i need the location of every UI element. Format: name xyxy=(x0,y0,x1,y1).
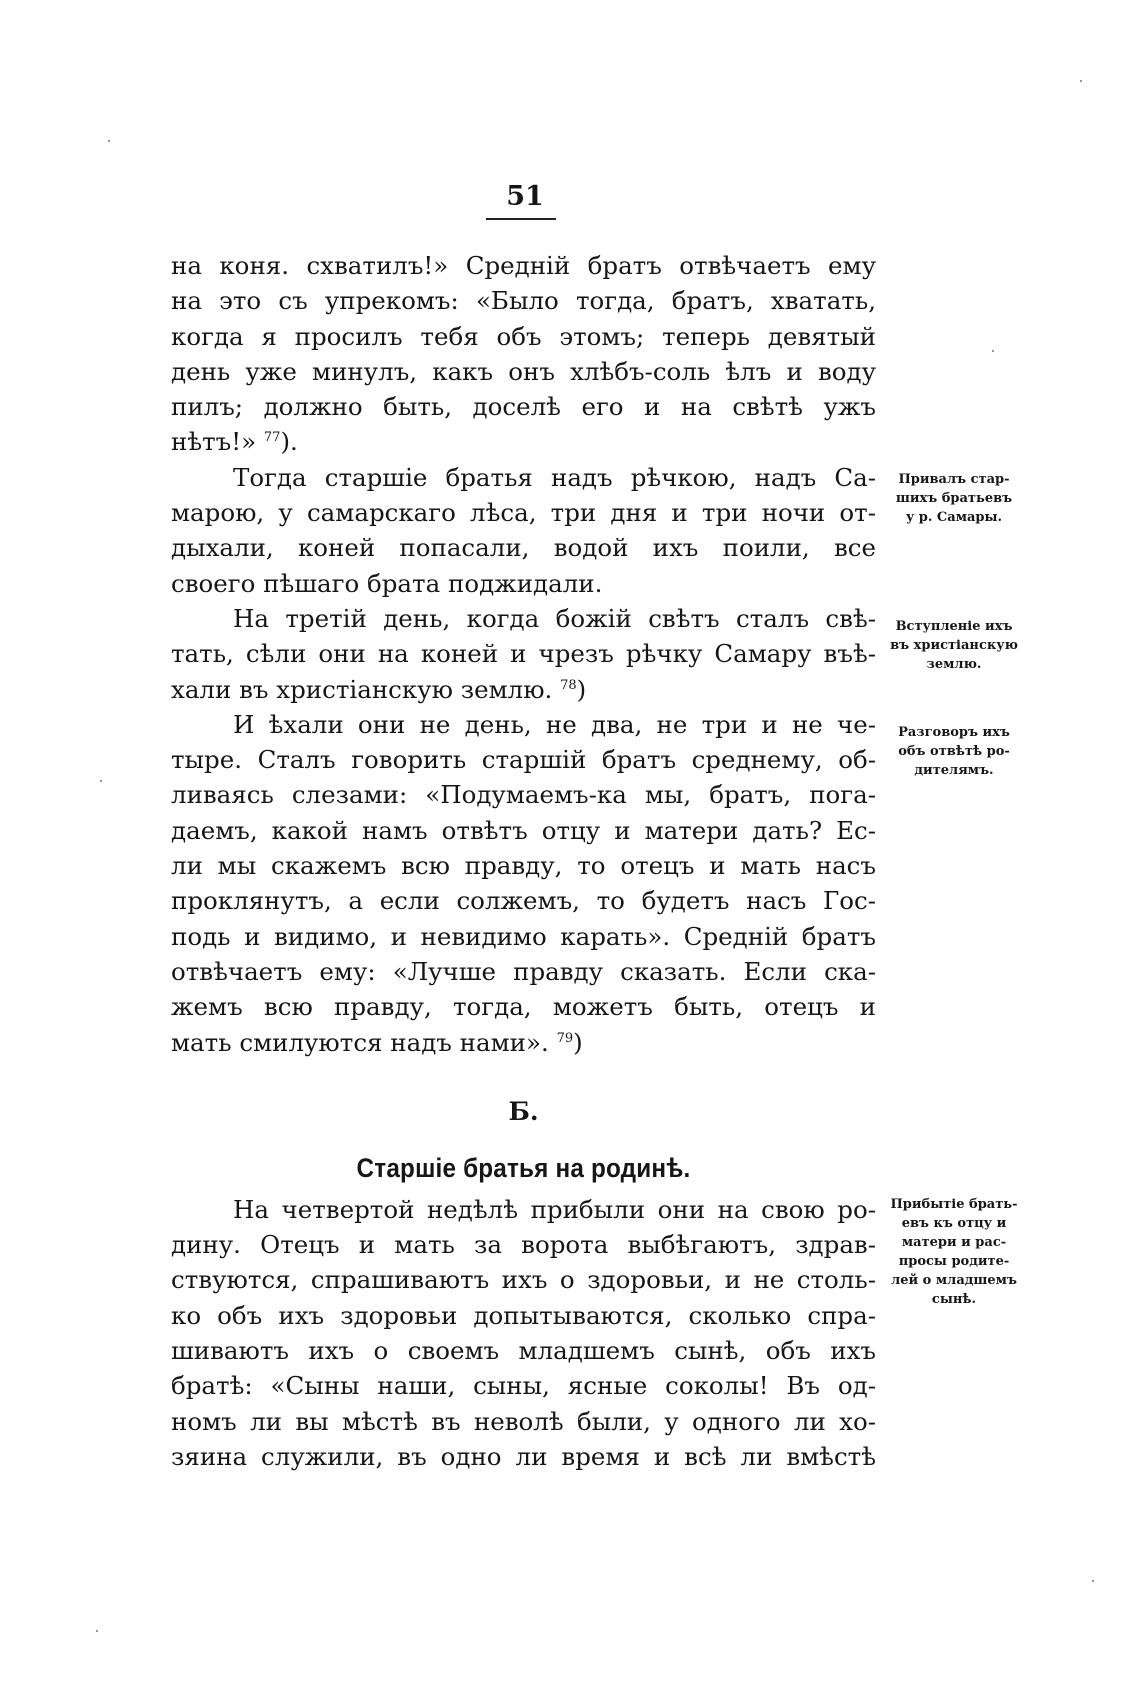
text-line xyxy=(171,1025,876,1060)
text-line: ствуются, спрашиваютъ ихъ о здоровьи, и не столь- xyxy=(171,1265,876,1295)
scan-speck xyxy=(100,780,102,782)
text-line: тать, сѣли они на коней и чрезъ рѣчку Самару въѣ- xyxy=(171,639,876,669)
margin-note-line: просы родите- xyxy=(898,1254,1010,1269)
page-number-rule xyxy=(486,218,556,220)
line-text: хали въ христіанскую землю. xyxy=(171,674,553,704)
text-line: на это съ упрекомъ: «Было тогда, братъ, хватать, xyxy=(171,286,876,316)
text-line: жемъ всю правду, тогда, можетъ быть, отецъ и xyxy=(171,992,876,1022)
paragraph xyxy=(171,707,876,1060)
text-line: даемъ, какой намъ отвѣтъ отцу и матери дать? Ес- xyxy=(171,815,876,845)
footnote-marker: 79 xyxy=(556,1030,574,1046)
text-line: отвѣчаетъ ему: «Лучше правду сказать. Если ска- xyxy=(171,956,876,986)
footnote-paren: ) xyxy=(573,1027,583,1057)
page-number: 51 xyxy=(506,181,544,212)
main-text-column xyxy=(171,248,876,1474)
footnote-marker: 78 xyxy=(560,677,577,693)
margin-note-line: землю. xyxy=(926,657,982,672)
text-line: на коня. схватилъ!» Средній братъ отвѣчаетъ ему xyxy=(171,251,876,280)
text-line: ливаясь слезами: «Подумаемъ-ка мы, братъ, пога- xyxy=(171,780,876,810)
text-line xyxy=(171,672,876,707)
text-line: номъ ли вы мѣстѣ въ неволѣ были, у одного ли хо- xyxy=(171,1406,876,1436)
text-line: ко объ ихъ здоровьи допытываются, сколько спра- xyxy=(171,1300,876,1330)
text-line: пилъ; должно быть, доселѣ его и на свѣтѣ ужъ xyxy=(171,392,876,422)
text-line: дину. Отецъ и мать за ворота выбѣгаютъ, здрав- xyxy=(171,1230,876,1260)
margin-note-line: шихъ братьевъ xyxy=(895,491,1013,506)
paragraph xyxy=(171,1192,876,1474)
text-line: зяина служили, въ одно ли время и всѣ ли вмѣстѣ xyxy=(171,1441,876,1471)
scan-speck xyxy=(108,140,110,142)
margin-note-line: въ христіанскую xyxy=(890,638,1018,653)
margin-note xyxy=(884,1195,1024,1309)
margin-note xyxy=(884,470,1024,527)
text-line: На четвертой недѣлѣ прибыли они на свою ро- xyxy=(233,1194,876,1224)
scan-speck xyxy=(992,350,994,352)
text-line: подь и видимо, и невидимо карать». Средній братъ xyxy=(171,921,876,951)
margin-note-line: Вступленіе ихъ xyxy=(895,619,1013,634)
text-line: братѣ: «Сыны наши, сыны, ясные соколы! Въ од- xyxy=(171,1371,876,1401)
scan-speck xyxy=(96,1630,98,1632)
section-title: Старшіе братья на родинѣ. xyxy=(356,1152,691,1183)
margin-note-line: евъ къ отцу и xyxy=(901,1216,1007,1231)
text-line: день уже минулъ, какъ онъ хлѣбъ-соль ѣлъ и воду xyxy=(171,356,876,386)
paragraph xyxy=(171,460,876,601)
text-line: когда я просилъ тебя объ этомъ; теперь девятый xyxy=(171,321,876,351)
margin-note xyxy=(884,617,1024,674)
section-letter: Б. xyxy=(508,1096,539,1126)
text-line: своего пѣшаго брата поджидали. xyxy=(171,568,603,598)
line-text: мать смилуются надъ нами». xyxy=(171,1027,549,1057)
text-line: ли мы скажемъ всю правду, то отецъ и мать насъ xyxy=(171,851,876,881)
scan-speck xyxy=(1092,1580,1094,1582)
line-text: нѣтъ!» xyxy=(171,427,257,457)
text-line: проклянутъ, а если солжемъ, то будетъ насъ Гос- xyxy=(171,886,876,916)
text-line: дыхали, коней попасали, водой ихъ поили, все xyxy=(171,533,876,563)
text-line: тыре. Сталъ говорить старшій братъ среднему, об- xyxy=(171,745,876,775)
margin-note-line: Прибытіе брать- xyxy=(890,1197,1018,1212)
margin-note-line: Разговоръ ихъ xyxy=(898,725,1010,740)
paragraph xyxy=(171,248,876,460)
margin-note-line: дителямъ. xyxy=(914,763,994,778)
margin-note-line: объ отвѣтѣ ро- xyxy=(898,744,1010,759)
margin-note-line: сынѣ. xyxy=(931,1292,977,1307)
text-line xyxy=(171,424,876,459)
scan-speck xyxy=(1080,80,1082,82)
footnote-paren: ). xyxy=(280,427,298,457)
footnote-marker: 77 xyxy=(263,430,281,446)
paragraph xyxy=(171,601,876,707)
text-line: марою, у самарскаго лѣса, три дня и три ночи от- xyxy=(171,498,876,528)
margin-note-line: лей о младшемъ xyxy=(891,1273,1017,1288)
text-line: На третій день, когда божій свѣтъ сталъ свѣ- xyxy=(233,603,876,633)
text-line: шиваютъ ихъ о своемъ младшемъ сынѣ, объ ихъ xyxy=(171,1336,876,1366)
text-line: Тогда старшіе братья надъ рѣчкою, надъ Са- xyxy=(233,462,876,492)
margin-note-line: у р. Самары. xyxy=(905,510,1003,525)
margin-note xyxy=(884,723,1024,780)
footnote-paren: ) xyxy=(576,674,587,704)
margin-note-line: Привалъ стар- xyxy=(898,472,1010,487)
text-line: И ѣхали они не день, не два, не три и не че- xyxy=(233,709,876,739)
margin-note-line: матери и рас- xyxy=(901,1235,1007,1250)
